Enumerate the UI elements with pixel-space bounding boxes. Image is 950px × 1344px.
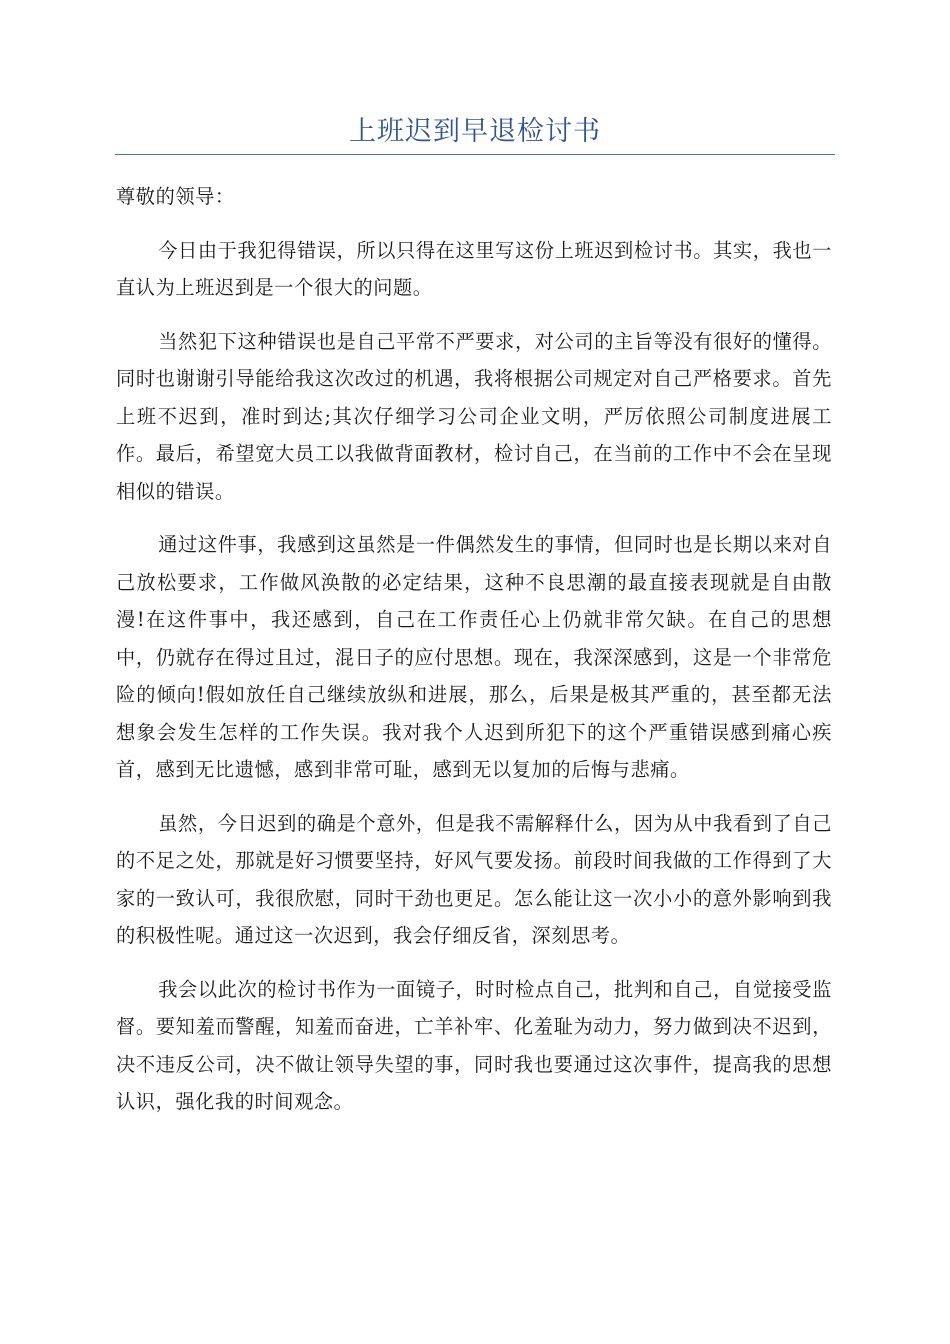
- title-underline: [115, 154, 835, 155]
- document-title: 上班迟到早退检讨书: [349, 116, 601, 147]
- paragraph-5: 我会以此次的检讨书作为一面镜子，时时检点自己，批判和自己，自觉接受监督。要知羞而警醒，知羞而奋进，亡羊补牢、化羞耻为动力，努力做到决不迟到，决不违反公司，决不做让领导失望的事，同时我也要通过这次事件，提高我的思想认识，强化我的时间观念。: [116, 977, 832, 1113]
- document-body: [116, 178, 832, 1137]
- paragraph-4: 虽然，今日迟到的确是个意外，但是我不需解释什么，因为从中我看到了自己的不足之处，那就是好习惯要坚持，好风气要发扬。前段时间我做的工作得到了大家的一致认可，我很欣慰，同时干劲也更足。怎么能让这一次小小的意外影响到我的积极性呢。通过这一次迟到，我会仔细反省，深刻思考。: [116, 811, 832, 947]
- paragraph-3: 通过这件事，我感到这虽然是一件偶然发生的事情，但同时也是长期以来对自己放松要求，工作做风涣散的必定结果，这种不良思潮的最直接表现就是自由散漫!在这件事中，我还感到，自己在工作责任心上仍就非常欠缺。在自己的思想中，仍就存在得过且过，混日子的应付思想。现在，我深深感到，这是一个非常危险的倾向!假如放任自己继续放纵和进展，那么，后果是极其严重的，甚至都无法想象会发生怎样的工作失误。我对我个人迟到所犯下的这个严重错误感到痛心疾首，感到无比遗憾，感到非常可耻，感到无以复加的后悔与悲痛。: [116, 533, 832, 781]
- paragraph-1: 今日由于我犯得错误，所以只得在这里写这份上班迟到检讨书。其实，我也一直认为上班迟到是一个很大的问题。: [116, 238, 832, 299]
- paragraph-2: 当然犯下这种错误也是自己平常不严要求，对公司的主旨等没有很好的懂得。同时也谢谢引导能给我这次改过的机遇，我将根据公司规定对自己严格要求。首先上班不迟到，准时到达;其次仔细学习公司企业文明，严厉依照公司制度进展工作。最后，希望宽大员工以我做背面教材，检讨自己，在当前的工作中不会在呈现相似的错误。: [116, 329, 832, 503]
- salutation: 尊敬的领导：: [116, 185, 235, 208]
